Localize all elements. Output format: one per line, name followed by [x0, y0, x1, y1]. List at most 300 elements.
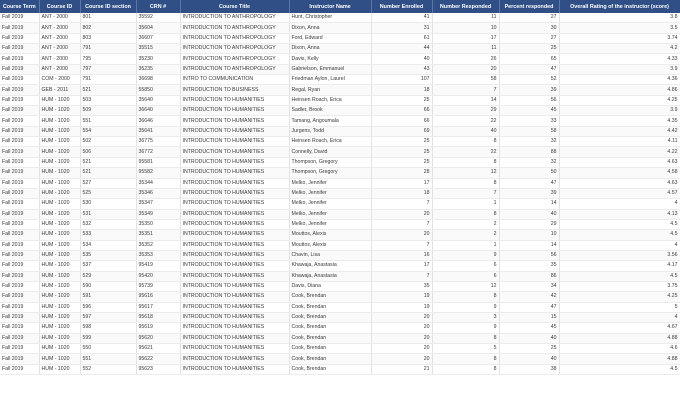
- cell-course-section[interactable]: 509: [80, 106, 136, 116]
- cell-percent-responded[interactable]: 15: [499, 312, 559, 322]
- cell-overall-rating[interactable]: 4.5: [559, 364, 680, 374]
- cell-course-title[interactable]: INTRODUCTION TO HUMANITIES: [180, 292, 289, 302]
- cell-instructor-name[interactable]: Davis, Diana: [289, 281, 371, 291]
- cell-course-id[interactable]: ANT - 2000: [39, 54, 80, 64]
- cell-overall-rating[interactable]: 4.33: [559, 54, 680, 64]
- cell-percent-responded[interactable]: 40: [499, 354, 559, 364]
- cell-crn[interactable]: 35352: [136, 240, 180, 250]
- cell-course-section[interactable]: 506: [80, 147, 136, 157]
- cell-course-title[interactable]: INTRODUCTION TO HUMANITIES: [180, 209, 289, 219]
- cell-course-section[interactable]: 791: [80, 44, 136, 54]
- cell-course-id[interactable]: HUM - 1020: [39, 261, 80, 271]
- cell-percent-responded[interactable]: 33: [499, 116, 559, 126]
- cell-course-id[interactable]: HUM - 1020: [39, 230, 80, 240]
- cell-overall-rating[interactable]: 4: [559, 199, 680, 209]
- cell-number-enrolled[interactable]: 18: [371, 85, 432, 95]
- column-header[interactable]: Instructor Name: [289, 0, 371, 13]
- cell-course-title[interactable]: INTRODUCTION TO HUMANITIES: [180, 219, 289, 229]
- cell-number-enrolled[interactable]: 41: [371, 13, 432, 23]
- cell-number-responded[interactable]: 5: [432, 344, 499, 354]
- cell-number-enrolled[interactable]: 7: [371, 199, 432, 209]
- cell-crn[interactable]: 95622: [136, 354, 180, 364]
- cell-course-title[interactable]: INTRODUCTION TO HUMANITIES: [180, 240, 289, 250]
- cell-course-id[interactable]: ANT - 2000: [39, 23, 80, 33]
- cell-course-section[interactable]: 795: [80, 54, 136, 64]
- cell-instructor-name[interactable]: Cook, Brendan: [289, 312, 371, 322]
- cell-number-responded[interactable]: 9: [432, 302, 499, 312]
- cell-instructor-name[interactable]: Melko, Jennifer: [289, 199, 371, 209]
- cell-instructor-name[interactable]: Cook, Brendan: [289, 333, 371, 343]
- cell-course-section[interactable]: 791: [80, 75, 136, 85]
- cell-number-enrolled[interactable]: 20: [371, 323, 432, 333]
- cell-course-section[interactable]: 521: [80, 85, 136, 95]
- cell-number-responded[interactable]: 11: [432, 44, 499, 54]
- cell-overall-rating[interactable]: 4.42: [559, 126, 680, 136]
- cell-instructor-name[interactable]: Sadler, Brook: [289, 106, 371, 116]
- cell-course-section[interactable]: 527: [80, 178, 136, 188]
- cell-crn[interactable]: 36775: [136, 137, 180, 147]
- column-header[interactable]: Course ID section: [80, 0, 136, 13]
- cell-instructor-name[interactable]: Thompson, Gregory: [289, 168, 371, 178]
- cell-course-id[interactable]: HUM - 1020: [39, 95, 80, 105]
- cell-percent-responded[interactable]: 56: [499, 250, 559, 260]
- cell-course-term[interactable]: Fall 2019: [0, 323, 39, 333]
- cell-number-responded[interactable]: 7: [432, 188, 499, 198]
- cell-course-section[interactable]: 503: [80, 95, 136, 105]
- cell-percent-responded[interactable]: 58: [499, 126, 559, 136]
- cell-crn[interactable]: 95739: [136, 281, 180, 291]
- cell-crn[interactable]: 95621: [136, 344, 180, 354]
- cell-percent-responded[interactable]: 86: [499, 271, 559, 281]
- cell-overall-rating[interactable]: 3.9: [559, 64, 680, 74]
- cell-percent-responded[interactable]: 50: [499, 168, 559, 178]
- cell-crn[interactable]: 36640: [136, 106, 180, 116]
- cell-course-term[interactable]: Fall 2019: [0, 250, 39, 260]
- cell-course-title[interactable]: INTRODUCTION TO HUMANITIES: [180, 333, 289, 343]
- cell-course-id[interactable]: HUM - 1020: [39, 199, 80, 209]
- cell-course-term[interactable]: Fall 2019: [0, 54, 39, 64]
- cell-overall-rating[interactable]: 4.88: [559, 354, 680, 364]
- cell-course-term[interactable]: Fall 2019: [0, 354, 39, 364]
- cell-overall-rating[interactable]: 4.5: [559, 271, 680, 281]
- cell-crn[interactable]: 35592: [136, 13, 180, 23]
- cell-number-enrolled[interactable]: 17: [371, 178, 432, 188]
- cell-course-id[interactable]: GEB - 2011: [39, 85, 80, 95]
- cell-number-responded[interactable]: 17: [432, 33, 499, 43]
- cell-course-title[interactable]: INTRODUCTION TO HUMANITIES: [180, 261, 289, 271]
- cell-number-enrolled[interactable]: 40: [371, 54, 432, 64]
- cell-percent-responded[interactable]: 47: [499, 178, 559, 188]
- cell-crn[interactable]: 35353: [136, 250, 180, 260]
- cell-overall-rating[interactable]: 4.25: [559, 95, 680, 105]
- cell-instructor-name[interactable]: Melko, Jennifer: [289, 209, 371, 219]
- cell-number-enrolled[interactable]: 20: [371, 312, 432, 322]
- cell-overall-rating[interactable]: 4: [559, 240, 680, 250]
- cell-course-title[interactable]: INTRODUCTION TO HUMANITIES: [180, 178, 289, 188]
- cell-course-term[interactable]: Fall 2019: [0, 199, 39, 209]
- cell-course-title[interactable]: INTRODUCTION TO HUMANITIES: [180, 271, 289, 281]
- cell-course-id[interactable]: HUM - 1020: [39, 302, 80, 312]
- cell-instructor-name[interactable]: Cook, Brendan: [289, 323, 371, 333]
- cell-course-section[interactable]: 551: [80, 116, 136, 126]
- cell-course-section[interactable]: 534: [80, 240, 136, 250]
- cell-crn[interactable]: 95619: [136, 323, 180, 333]
- cell-course-section[interactable]: 535: [80, 250, 136, 260]
- cell-percent-responded[interactable]: 47: [499, 302, 559, 312]
- cell-course-id[interactable]: HUM - 1020: [39, 333, 80, 343]
- cell-course-term[interactable]: Fall 2019: [0, 75, 39, 85]
- cell-crn[interactable]: 35344: [136, 178, 180, 188]
- cell-course-title[interactable]: INTRODUCTION TO HUMANITIES: [180, 323, 289, 333]
- cell-course-title[interactable]: INTRO TO COMMUNICATION: [180, 75, 289, 85]
- cell-course-title[interactable]: INTRODUCTION TO HUMANITIES: [180, 95, 289, 105]
- cell-instructor-name[interactable]: Cook, Brendan: [289, 354, 371, 364]
- cell-course-id[interactable]: HUM - 1020: [39, 147, 80, 157]
- cell-percent-responded[interactable]: 34: [499, 281, 559, 291]
- cell-course-term[interactable]: Fall 2019: [0, 240, 39, 250]
- cell-number-responded[interactable]: 8: [432, 364, 499, 374]
- cell-crn[interactable]: 95419: [136, 261, 180, 271]
- cell-number-enrolled[interactable]: 20: [371, 209, 432, 219]
- cell-course-term[interactable]: Fall 2019: [0, 44, 39, 54]
- cell-instructor-name[interactable]: Chavin, Lisa: [289, 250, 371, 260]
- cell-number-responded[interactable]: 22: [432, 116, 499, 126]
- column-header[interactable]: Percent responded: [499, 0, 559, 13]
- cell-course-title[interactable]: INTRODUCTION TO HUMANITIES: [180, 312, 289, 322]
- cell-number-responded[interactable]: 8: [432, 209, 499, 219]
- cell-course-section[interactable]: 591: [80, 292, 136, 302]
- column-header[interactable]: Number Responded: [432, 0, 499, 13]
- cell-overall-rating[interactable]: 4.22: [559, 147, 680, 157]
- cell-number-enrolled[interactable]: 61: [371, 33, 432, 43]
- cell-course-title[interactable]: INTRODUCTION TO HUMANITIES: [180, 344, 289, 354]
- cell-course-title[interactable]: INTRODUCTION TO ANTHROPOLOGY: [180, 64, 289, 74]
- cell-number-responded[interactable]: 2: [432, 230, 499, 240]
- cell-number-enrolled[interactable]: 7: [371, 240, 432, 250]
- cell-percent-responded[interactable]: 35: [499, 261, 559, 271]
- cell-course-section[interactable]: 590: [80, 281, 136, 291]
- cell-crn[interactable]: 35604: [136, 23, 180, 33]
- cell-percent-responded[interactable]: 25: [499, 44, 559, 54]
- cell-number-responded[interactable]: 58: [432, 75, 499, 85]
- cell-overall-rating[interactable]: 4.13: [559, 209, 680, 219]
- cell-instructor-name[interactable]: Regal, Ryan: [289, 85, 371, 95]
- cell-percent-responded[interactable]: 14: [499, 240, 559, 250]
- cell-course-id[interactable]: HUM - 1020: [39, 281, 80, 291]
- cell-course-term[interactable]: Fall 2019: [0, 13, 39, 23]
- cell-course-title[interactable]: INTRODUCTION TO HUMANITIES: [180, 302, 289, 312]
- cell-course-term[interactable]: Fall 2019: [0, 64, 39, 74]
- cell-course-section[interactable]: 797: [80, 64, 136, 74]
- cell-overall-rating[interactable]: 4.63: [559, 178, 680, 188]
- cell-course-section[interactable]: 554: [80, 126, 136, 136]
- cell-course-id[interactable]: HUM - 1020: [39, 157, 80, 167]
- cell-instructor-name[interactable]: Heinsen Roach, Erica: [289, 137, 371, 147]
- cell-crn[interactable]: 36646: [136, 116, 180, 126]
- cell-course-section[interactable]: 521: [80, 157, 136, 167]
- cell-number-enrolled[interactable]: 20: [371, 333, 432, 343]
- cell-course-title[interactable]: INTRODUCTION TO HUMANITIES: [180, 147, 289, 157]
- cell-course-term[interactable]: Fall 2019: [0, 302, 39, 312]
- cell-course-id[interactable]: HUM - 1020: [39, 126, 80, 136]
- cell-course-section[interactable]: 532: [80, 219, 136, 229]
- cell-course-section[interactable]: 530: [80, 199, 136, 209]
- cell-number-responded[interactable]: 22: [432, 147, 499, 157]
- cell-number-enrolled[interactable]: 107: [371, 75, 432, 85]
- cell-crn[interactable]: 35346: [136, 188, 180, 198]
- cell-course-id[interactable]: HUM - 1020: [39, 250, 80, 260]
- cell-course-section[interactable]: 529: [80, 271, 136, 281]
- cell-number-enrolled[interactable]: 19: [371, 302, 432, 312]
- cell-instructor-name[interactable]: Dixon, Anna: [289, 23, 371, 33]
- cell-crn[interactable]: 95620: [136, 333, 180, 343]
- cell-course-section[interactable]: 599: [80, 333, 136, 343]
- cell-percent-responded[interactable]: 39: [499, 188, 559, 198]
- cell-number-enrolled[interactable]: 20: [371, 354, 432, 364]
- cell-course-title[interactable]: INTRODUCTION TO HUMANITIES: [180, 199, 289, 209]
- cell-overall-rating[interactable]: 3.74: [559, 33, 680, 43]
- cell-course-term[interactable]: Fall 2019: [0, 271, 39, 281]
- cell-crn[interactable]: 35349: [136, 209, 180, 219]
- cell-instructor-name[interactable]: Hunt, Christopher: [289, 13, 371, 23]
- cell-number-responded[interactable]: 29: [432, 106, 499, 116]
- cell-instructor-name[interactable]: Cook, Brendan: [289, 364, 371, 374]
- cell-overall-rating[interactable]: 5: [559, 302, 680, 312]
- cell-crn[interactable]: 95618: [136, 312, 180, 322]
- cell-course-section[interactable]: 802: [80, 23, 136, 33]
- cell-number-responded[interactable]: 3: [432, 312, 499, 322]
- cell-course-title[interactable]: INTRODUCTION TO HUMANITIES: [180, 188, 289, 198]
- cell-instructor-name[interactable]: Khawaja, Anastasia: [289, 261, 371, 271]
- cell-percent-responded[interactable]: 45: [499, 323, 559, 333]
- cell-course-title[interactable]: INTRODUCTION TO HUMANITIES: [180, 116, 289, 126]
- cell-number-responded[interactable]: 8: [432, 178, 499, 188]
- cell-percent-responded[interactable]: 40: [499, 209, 559, 219]
- cell-number-enrolled[interactable]: 31: [371, 23, 432, 33]
- cell-crn[interactable]: 95617: [136, 302, 180, 312]
- cell-percent-responded[interactable]: 40: [499, 333, 559, 343]
- cell-crn[interactable]: 95420: [136, 271, 180, 281]
- cell-course-title[interactable]: INTRODUCTION TO ANTHROPOLOGY: [180, 23, 289, 33]
- cell-percent-responded[interactable]: 14: [499, 199, 559, 209]
- cell-crn[interactable]: 95623: [136, 364, 180, 374]
- cell-course-term[interactable]: Fall 2019: [0, 261, 39, 271]
- cell-crn[interactable]: 35515: [136, 44, 180, 54]
- cell-instructor-name[interactable]: Mouttos, Alexis: [289, 240, 371, 250]
- cell-course-term[interactable]: Fall 2019: [0, 126, 39, 136]
- cell-number-enrolled[interactable]: 16: [371, 250, 432, 260]
- cell-overall-rating[interactable]: 4.35: [559, 116, 680, 126]
- cell-number-enrolled[interactable]: 25: [371, 157, 432, 167]
- cell-course-id[interactable]: HUM - 1020: [39, 354, 80, 364]
- cell-course-id[interactable]: ANT - 2000: [39, 13, 80, 23]
- cell-course-term[interactable]: Fall 2019: [0, 147, 39, 157]
- cell-course-title[interactable]: INTRODUCTION TO HUMANITIES: [180, 281, 289, 291]
- cell-crn[interactable]: 35640: [136, 95, 180, 105]
- cell-number-responded[interactable]: 10: [432, 23, 499, 33]
- cell-instructor-name[interactable]: Connelly, David: [289, 147, 371, 157]
- cell-number-enrolled[interactable]: 21: [371, 364, 432, 374]
- cell-course-section[interactable]: 525: [80, 188, 136, 198]
- cell-course-section[interactable]: 803: [80, 33, 136, 43]
- cell-number-responded[interactable]: 7: [432, 85, 499, 95]
- cell-number-responded[interactable]: 1: [432, 240, 499, 250]
- cell-crn[interactable]: 95581: [136, 157, 180, 167]
- cell-course-term[interactable]: Fall 2019: [0, 157, 39, 167]
- cell-crn[interactable]: 55850: [136, 85, 180, 95]
- cell-overall-rating[interactable]: 4.11: [559, 137, 680, 147]
- cell-number-responded[interactable]: 8: [432, 333, 499, 343]
- cell-instructor-name[interactable]: Tamang, Angoumala: [289, 116, 371, 126]
- cell-instructor-name[interactable]: Jurgens, Todd: [289, 126, 371, 136]
- cell-instructor-name[interactable]: Ford, Edward: [289, 33, 371, 43]
- cell-course-id[interactable]: HUM - 1020: [39, 271, 80, 281]
- cell-number-enrolled[interactable]: 35: [371, 281, 432, 291]
- cell-percent-responded[interactable]: 88: [499, 147, 559, 157]
- cell-number-enrolled[interactable]: 25: [371, 147, 432, 157]
- cell-course-term[interactable]: Fall 2019: [0, 281, 39, 291]
- cell-number-responded[interactable]: 12: [432, 281, 499, 291]
- cell-instructor-name[interactable]: Friedman Aylon, Laurel: [289, 75, 371, 85]
- cell-course-term[interactable]: Fall 2019: [0, 344, 39, 354]
- cell-percent-responded[interactable]: 39: [499, 85, 559, 95]
- cell-overall-rating[interactable]: 4.5: [559, 219, 680, 229]
- cell-course-section[interactable]: 801: [80, 13, 136, 23]
- cell-number-responded[interactable]: 26: [432, 54, 499, 64]
- cell-crn[interactable]: 35641: [136, 126, 180, 136]
- cell-number-responded[interactable]: 8: [432, 157, 499, 167]
- cell-course-title[interactable]: INTRODUCTION TO HUMANITIES: [180, 137, 289, 147]
- cell-course-id[interactable]: HUM - 1020: [39, 240, 80, 250]
- cell-course-term[interactable]: Fall 2019: [0, 333, 39, 343]
- cell-course-term[interactable]: Fall 2019: [0, 312, 39, 322]
- cell-number-responded[interactable]: 8: [432, 137, 499, 147]
- cell-number-responded[interactable]: 8: [432, 292, 499, 302]
- cell-crn[interactable]: 36698: [136, 75, 180, 85]
- cell-course-id[interactable]: ANT - 2000: [39, 64, 80, 74]
- cell-course-title[interactable]: INTRODUCTION TO ANTHROPOLOGY: [180, 13, 289, 23]
- cell-overall-rating[interactable]: 4.6: [559, 344, 680, 354]
- cell-number-enrolled[interactable]: 25: [371, 95, 432, 105]
- cell-crn[interactable]: 35235: [136, 64, 180, 74]
- cell-course-term[interactable]: Fall 2019: [0, 85, 39, 95]
- cell-course-section[interactable]: 596: [80, 302, 136, 312]
- cell-course-term[interactable]: Fall 2019: [0, 292, 39, 302]
- cell-overall-rating[interactable]: 4.25: [559, 292, 680, 302]
- cell-percent-responded[interactable]: 25: [499, 344, 559, 354]
- cell-course-term[interactable]: Fall 2019: [0, 95, 39, 105]
- cell-course-id[interactable]: HUM - 1020: [39, 168, 80, 178]
- cell-crn[interactable]: 95582: [136, 168, 180, 178]
- cell-overall-rating[interactable]: 3.75: [559, 281, 680, 291]
- cell-course-term[interactable]: Fall 2019: [0, 168, 39, 178]
- cell-course-section[interactable]: 537: [80, 261, 136, 271]
- cell-number-enrolled[interactable]: 66: [371, 106, 432, 116]
- cell-overall-rating[interactable]: 4.86: [559, 85, 680, 95]
- cell-number-responded[interactable]: 8: [432, 354, 499, 364]
- cell-overall-rating[interactable]: 4.36: [559, 75, 680, 85]
- cell-crn[interactable]: 95616: [136, 292, 180, 302]
- cell-number-enrolled[interactable]: 43: [371, 64, 432, 74]
- cell-number-responded[interactable]: 2: [432, 219, 499, 229]
- cell-number-enrolled[interactable]: 28: [371, 168, 432, 178]
- cell-course-term[interactable]: Fall 2019: [0, 23, 39, 33]
- cell-percent-responded[interactable]: 65: [499, 54, 559, 64]
- cell-percent-responded[interactable]: 56: [499, 95, 559, 105]
- cell-instructor-name[interactable]: Khawaja, Anastasia: [289, 271, 371, 281]
- cell-instructor-name[interactable]: Melko, Jennifer: [289, 219, 371, 229]
- cell-course-term[interactable]: Fall 2019: [0, 188, 39, 198]
- cell-number-responded[interactable]: 6: [432, 271, 499, 281]
- cell-number-responded[interactable]: 14: [432, 95, 499, 105]
- cell-course-title[interactable]: INTRODUCTION TO BUSINESS: [180, 85, 289, 95]
- cell-percent-responded[interactable]: 32: [499, 157, 559, 167]
- column-header[interactable]: Course ID: [39, 0, 80, 13]
- cell-instructor-name[interactable]: Davis, Kelly: [289, 54, 371, 64]
- cell-course-id[interactable]: HUM - 1020: [39, 188, 80, 198]
- cell-number-responded[interactable]: 12: [432, 168, 499, 178]
- cell-percent-responded[interactable]: 38: [499, 364, 559, 374]
- cell-overall-rating[interactable]: 3.8: [559, 13, 680, 23]
- cell-course-section[interactable]: 552: [80, 364, 136, 374]
- cell-course-title[interactable]: INTRODUCTION TO HUMANITIES: [180, 168, 289, 178]
- cell-overall-rating[interactable]: 3.9: [559, 106, 680, 116]
- cell-course-id[interactable]: HUM - 1020: [39, 116, 80, 126]
- cell-course-id[interactable]: HUM - 1020: [39, 364, 80, 374]
- cell-course-term[interactable]: Fall 2019: [0, 116, 39, 126]
- cell-course-term[interactable]: Fall 2019: [0, 230, 39, 240]
- cell-crn[interactable]: 36607: [136, 33, 180, 43]
- cell-course-title[interactable]: INTRODUCTION TO HUMANITIES: [180, 364, 289, 374]
- cell-number-enrolled[interactable]: 7: [371, 219, 432, 229]
- cell-percent-responded[interactable]: 27: [499, 33, 559, 43]
- column-header[interactable]: Course Title: [180, 0, 289, 13]
- cell-number-enrolled[interactable]: 18: [371, 188, 432, 198]
- cell-number-enrolled[interactable]: 69: [371, 126, 432, 136]
- cell-course-id[interactable]: HUM - 1020: [39, 209, 80, 219]
- cell-course-title[interactable]: INTRODUCTION TO HUMANITIES: [180, 106, 289, 116]
- cell-percent-responded[interactable]: 47: [499, 64, 559, 74]
- cell-course-section[interactable]: 521: [80, 168, 136, 178]
- cell-course-id[interactable]: COM - 2000: [39, 75, 80, 85]
- cell-number-responded[interactable]: 20: [432, 64, 499, 74]
- cell-percent-responded[interactable]: 52: [499, 75, 559, 85]
- cell-crn[interactable]: 35230: [136, 54, 180, 64]
- cell-number-responded[interactable]: 9: [432, 323, 499, 333]
- cell-course-id[interactable]: HUM - 1020: [39, 312, 80, 322]
- cell-number-enrolled[interactable]: 20: [371, 344, 432, 354]
- cell-number-enrolled[interactable]: 44: [371, 44, 432, 54]
- column-header[interactable]: Number Enrolled: [371, 0, 432, 13]
- cell-course-id[interactable]: HUM - 1020: [39, 344, 80, 354]
- cell-overall-rating[interactable]: 4.17: [559, 261, 680, 271]
- cell-number-responded[interactable]: 9: [432, 250, 499, 260]
- cell-course-term[interactable]: Fall 2019: [0, 364, 39, 374]
- cell-percent-responded[interactable]: 32: [499, 137, 559, 147]
- cell-course-title[interactable]: INTRODUCTION TO HUMANITIES: [180, 250, 289, 260]
- cell-overall-rating[interactable]: 4.5: [559, 230, 680, 240]
- cell-number-responded[interactable]: 40: [432, 126, 499, 136]
- cell-percent-responded[interactable]: 10: [499, 230, 559, 240]
- cell-course-section[interactable]: 550: [80, 344, 136, 354]
- column-header[interactable]: Course Term: [0, 0, 39, 13]
- cell-instructor-name[interactable]: Dixon, Anna: [289, 44, 371, 54]
- cell-instructor-name[interactable]: Cook, Brendan: [289, 292, 371, 302]
- cell-overall-rating[interactable]: 4.88: [559, 333, 680, 343]
- cell-course-id[interactable]: HUM - 1020: [39, 137, 80, 147]
- cell-instructor-name[interactable]: Melko, Jennifer: [289, 188, 371, 198]
- cell-crn[interactable]: 35350: [136, 219, 180, 229]
